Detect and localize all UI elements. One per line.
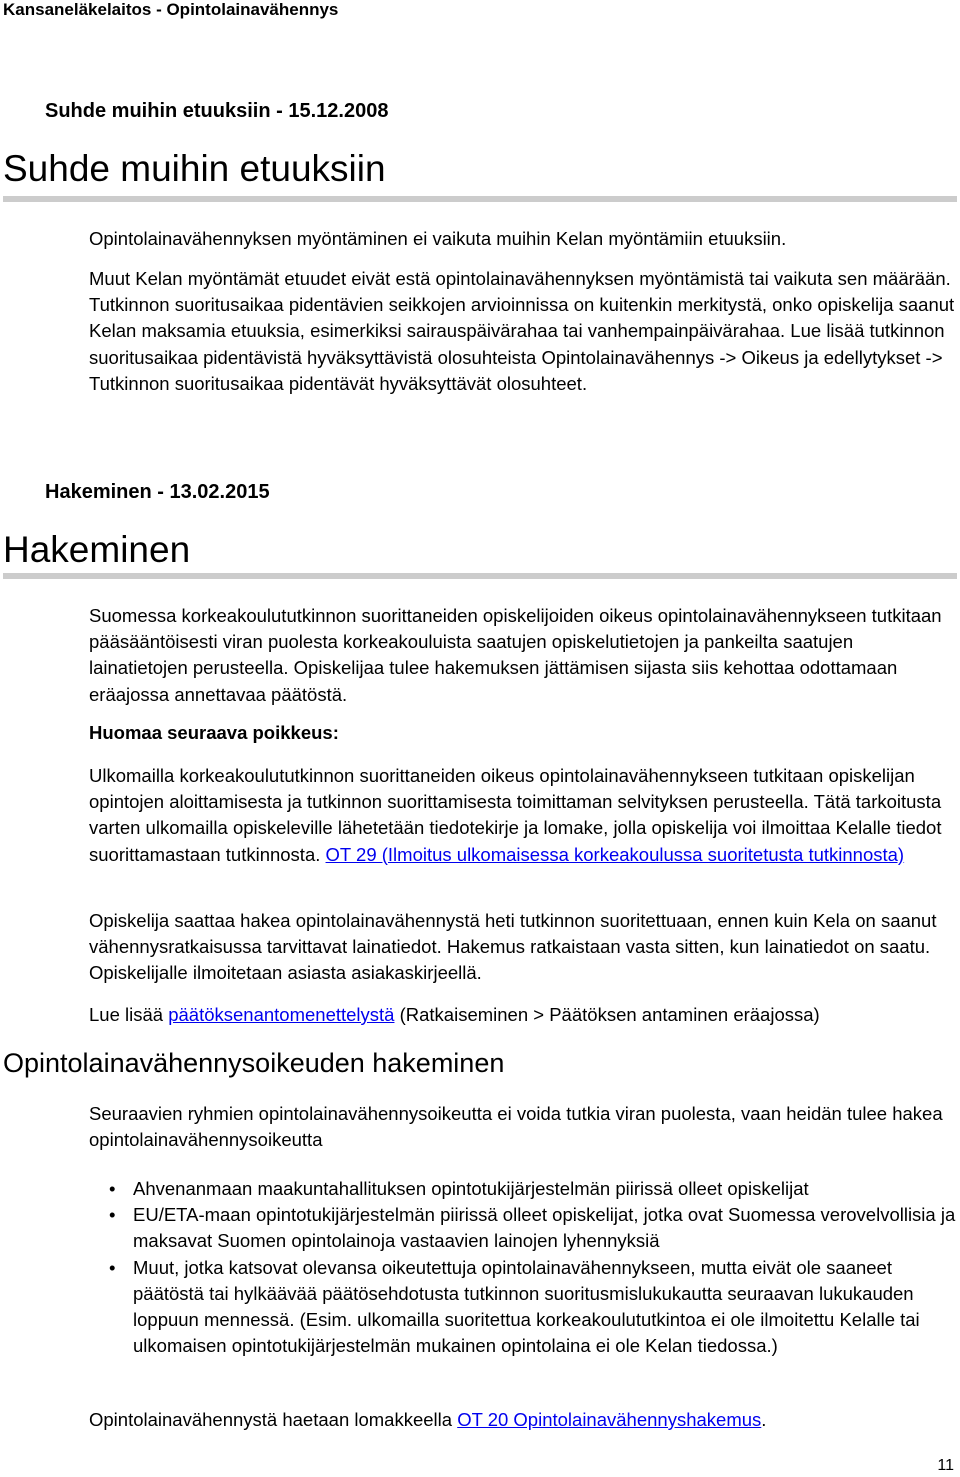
section-title: Suhde muihin etuuksiin — [3, 148, 386, 189]
paragraph: Opintolainavähennyksen myöntäminen ei vaikuta muihin Kelan myöntämiin etuuksiin. — [89, 228, 787, 249]
paragraph-text: . — [761, 1409, 767, 1430]
eligible-groups-list — [89, 1176, 957, 1359]
bullet-icon: • — [109, 1178, 116, 1199]
paragraph: Seuraavien ryhmien opintolainavähennysoikeutta ei voida tutkia viran puolesta, vaan heidän tulee hakea opintolainavähennysoikeutta — [89, 1103, 943, 1151]
subsection-title: Opintolainavähennysoikeuden hakeminen — [3, 1048, 505, 1078]
document-header: Kansaneläkelaitos - Opintolainavähennys — [3, 0, 339, 19]
section-title: Hakeminen — [3, 529, 191, 570]
paragraph-text: Ulkomailla korkeakoulututkinnon suorittaneiden oikeus opintolainavähennykseen tutkitaan opiskelijan opintojen aloittamisesta ja tutkinnon suorittamisesta toimittaman selvityksen perusteella. Tätä tarkoitusta varten ulkomailla opiskeleville lähetetään tiedotekirje ja lomake, jolla opiskelija voi ilmoittaa Kelalle tiedot suorittamastaan tutkinnosta. — [89, 765, 942, 865]
list-item-text: Ahvenanmaan maakuntahallituksen opintotukijärjestelmän piirissä olleet opiskelijat — [133, 1178, 809, 1199]
form-ot20-link[interactable]: OT 20 Opintolainavähennyshakemus — [457, 1409, 762, 1430]
list-item — [89, 1255, 957, 1360]
list-item — [89, 1176, 957, 1202]
section-date-label: Suhde muihin etuuksiin - 15.12.2008 — [45, 100, 389, 122]
paragraph-text: (Ratkaiseminen > Päätöksen antaminen eräajossa) — [399, 1004, 820, 1025]
list-item-text: EU/ETA-maan opintotukijärjestelmän piirissä olleet opiskelijat, jotka ovat Suomessa verovelvollisia ja maksavat Suomen opintolainoja vastaavien lainojen lyhennyksiä — [133, 1204, 956, 1252]
section-date-label: Hakeminen - 13.02.2015 — [45, 481, 270, 503]
form-ot29-link[interactable]: OT 29 (Ilmoitus ulkomaisessa korkeakoulussa suoritetusta tutkinnosta) — [325, 843, 905, 865]
paragraph: Muut Kelan myöntämät etuudet eivät estä opintolainavähennyksen myöntämistä tai vaikuta sen määrään. Tutkinnon suoritusaikaa pidentävien seikkojen arvioinnissa on kuitenkin merkitystä, onko opiskelija saanut Kelan maksamia etuuksia, esimerkiksi sairauspäivärahaa tai vanhempainpäivärahaa. Lue lisää tutkinnon suoritusaikaa pidentävistä hyväksyttävistä olosuhteista Opintolainavähennys -> Oikeus ja edellytykset -> Tutkinnon suoritusaikaa pidentävät hyväksyttävät olosuhteet. — [89, 268, 955, 394]
list-item-text: Muut, jotka katsovat olevansa oikeutettuja opintolainavähennykseen, mutta eivät ole saaneet päätöstä tai hylkäävää päätösehdotusta tutkinnon suoritusmislukukautta seuraavan lukukauden loppuun mennessä. (Esim. ulkomailla suoritettua korkeakoulututkintoa ei ole ilmoitettu Kelalle tai ulkomaisen opintotukijärjestelmän mukainen opintolaina ei ole Kelan tiedossa.) — [133, 1256, 920, 1357]
paragraph: Suomessa korkeakoulututkinnon suorittaneiden opiskelijoiden oikeus opintolainavähennykseen tutkitaan pääsääntöisesti viran puolesta korkeakouluista saatujen opiskelutietojen ja pankeilta saatujen lainatietojen perusteella. Opiskelijaa tulee hakemuksen jättämisen sijasta siis kehottaa odottamaan eräajossa annettavaa päätöstä. — [89, 605, 942, 705]
decision-procedure-link[interactable]: päätöksenantomenettelystä — [168, 1004, 395, 1025]
bullet-icon: • — [109, 1256, 116, 1278]
paragraph — [89, 1407, 957, 1433]
paragraph: Opiskelija saattaa hakea opintolainavähennystä heti tutkinnon suoritettuaan, ennen kuin Kela on saanut vähennysratkaisussa tarvittavat lainatiedot. Hakemus ratkaistaan vasta sitten, kun lainatiedot on saatu. Opiskelijalle ilmoitetaan asiasta asiakaskirjeellä. — [89, 910, 937, 984]
notice-heading: Huomaa seuraava poikkeus: — [89, 722, 339, 743]
paragraph — [89, 1002, 957, 1028]
paragraph-text: Lue lisää — [89, 1004, 164, 1025]
bullet-icon: • — [109, 1204, 116, 1226]
paragraph-text: Opintolainavähennystä haetaan lomakkeella — [89, 1409, 453, 1430]
paragraph — [89, 763, 957, 868]
list-item — [89, 1202, 957, 1254]
section-divider — [3, 196, 957, 202]
page-number: 11 — [937, 1457, 954, 1474]
section-divider — [3, 573, 957, 579]
